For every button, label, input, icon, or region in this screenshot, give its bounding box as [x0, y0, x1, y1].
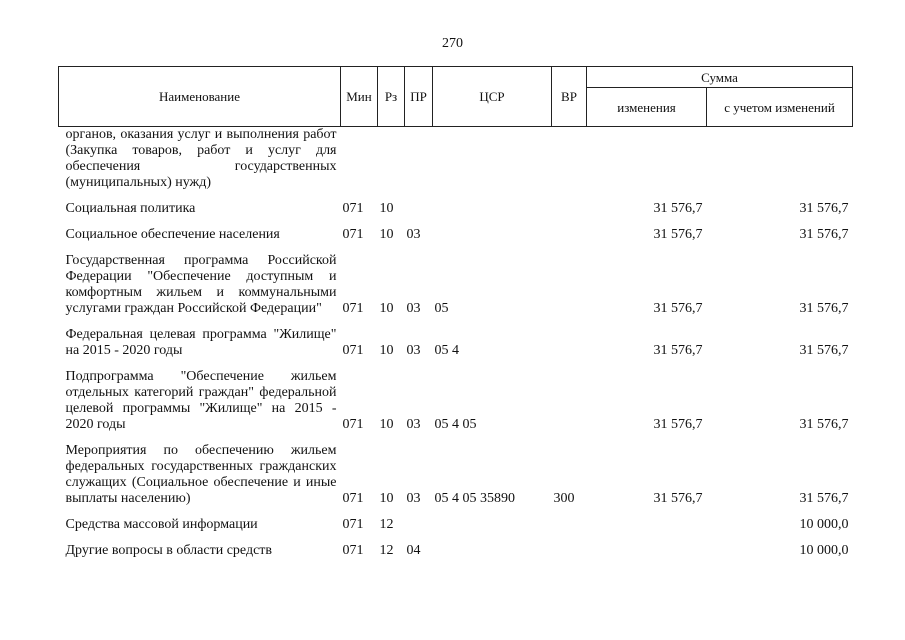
row-min: 071 — [342, 417, 364, 432]
row-rz: 12 — [379, 517, 394, 532]
header-min: Мин — [341, 67, 378, 127]
row-min — [341, 127, 378, 192]
table-header — [59, 67, 853, 127]
row-total — [707, 127, 853, 192]
table-row — [59, 517, 853, 533]
row-rz: 10 — [379, 301, 394, 316]
row-min: 071 — [342, 301, 364, 316]
row-min: 071 — [342, 543, 364, 558]
row-pr: 04 — [406, 543, 421, 558]
table-row — [59, 443, 853, 507]
table-row — [59, 327, 853, 359]
row-change: 31 576,7 — [653, 343, 703, 358]
row-min: 071 — [342, 227, 364, 242]
table-row — [59, 201, 853, 217]
row-name: органов, оказания услуг и выполнения работ (Закупка товаров, работ и услуг для обеспечения государственных (муниципальных) нужд) — [65, 127, 337, 190]
header-sum: Сумма — [587, 67, 853, 88]
row-min: 071 — [342, 343, 364, 358]
row-pr — [405, 517, 433, 533]
row-min: 071 — [342, 517, 364, 532]
row-name: Средства массовой информации — [65, 517, 258, 532]
row-csr: 05 4 — [434, 343, 459, 358]
row-rz: 10 — [379, 491, 394, 506]
row-rz — [378, 127, 405, 192]
budget-table-container — [58, 66, 852, 559]
page-number: 270 — [442, 36, 463, 51]
row-change: 31 576,7 — [653, 417, 703, 432]
row-vr — [552, 127, 587, 192]
row-vr — [552, 369, 587, 433]
header-pr: ПР — [405, 67, 433, 127]
table-row — [59, 127, 853, 192]
row-vr — [552, 227, 587, 243]
row-change: 31 576,7 — [653, 491, 703, 506]
row-pr — [405, 201, 433, 217]
row-total: 31 576,7 — [799, 301, 849, 316]
row-csr — [433, 517, 552, 533]
row-csr: 05 — [434, 301, 449, 316]
row-change — [587, 127, 707, 192]
row-change: 31 576,7 — [653, 301, 703, 316]
table-body — [59, 127, 853, 560]
row-pr: 03 — [406, 491, 421, 506]
row-csr: 05 4 05 35890 — [434, 491, 515, 506]
table-row — [59, 227, 853, 243]
row-rz: 10 — [379, 201, 394, 216]
header-csr: ЦСР — [433, 67, 552, 127]
row-vr — [552, 327, 587, 359]
row-total: 31 576,7 — [799, 417, 849, 432]
row-csr — [433, 227, 552, 243]
row-total: 10 000,0 — [799, 543, 849, 558]
row-min: 071 — [342, 491, 364, 506]
row-vr: 300 — [553, 491, 575, 506]
row-rz: 10 — [379, 227, 394, 242]
header-vr: ВР — [552, 67, 587, 127]
row-rz: 12 — [379, 543, 394, 558]
row-total: 10 000,0 — [799, 517, 849, 532]
row-name: Другие вопросы в области средств — [65, 543, 273, 558]
row-rz: 10 — [379, 343, 394, 358]
row-min: 071 — [342, 201, 364, 216]
row-change — [587, 517, 707, 533]
row-change — [587, 543, 707, 559]
row-name: Подпрограмма "Обеспечение жильем отдельных категорий граждан" федеральной целевой программы "Жилище" на 2015 - 2020 годы — [65, 369, 337, 432]
row-name: Федеральная целевая программа "Жилище" на 2015 - 2020 годы — [65, 327, 337, 358]
row-total: 31 576,7 — [799, 201, 849, 216]
row-change: 31 576,7 — [653, 227, 703, 242]
row-vr — [552, 517, 587, 533]
row-pr: 03 — [406, 417, 421, 432]
row-vr — [552, 253, 587, 317]
row-total: 31 576,7 — [799, 491, 849, 506]
row-csr: 05 4 05 — [434, 417, 477, 432]
table-row — [59, 543, 853, 559]
row-total: 31 576,7 — [799, 343, 849, 358]
row-vr — [552, 543, 587, 559]
row-pr: 03 — [406, 343, 421, 358]
row-name: Социальное обеспечение населения — [65, 227, 280, 242]
row-csr — [433, 127, 552, 192]
budget-table — [58, 66, 853, 559]
row-total: 31 576,7 — [799, 227, 849, 242]
header-with-change: с учетом изменений — [707, 88, 853, 127]
row-name: Государственная программа Российской Федерации "Обеспечение доступным и комфортным жильем и коммунальными услугами граждан Российской Федерации" — [65, 253, 337, 316]
row-vr — [552, 201, 587, 217]
row-name: Мероприятия по обеспечению жильем федеральных государственных гражданских служащих (Социальное обеспечение и иные выплаты населению) — [65, 443, 337, 506]
table-row — [59, 369, 853, 433]
header-name: Наименование — [59, 67, 341, 127]
table-row — [59, 253, 853, 317]
header-change: изменения — [587, 88, 707, 127]
header-rz: Рз — [378, 67, 405, 127]
row-pr: 03 — [406, 227, 421, 242]
row-csr — [433, 201, 552, 217]
row-csr — [433, 543, 552, 559]
row-name: Социальная политика — [65, 201, 196, 216]
row-pr — [405, 127, 433, 192]
row-rz: 10 — [379, 417, 394, 432]
row-pr: 03 — [406, 301, 421, 316]
row-change: 31 576,7 — [653, 201, 703, 216]
